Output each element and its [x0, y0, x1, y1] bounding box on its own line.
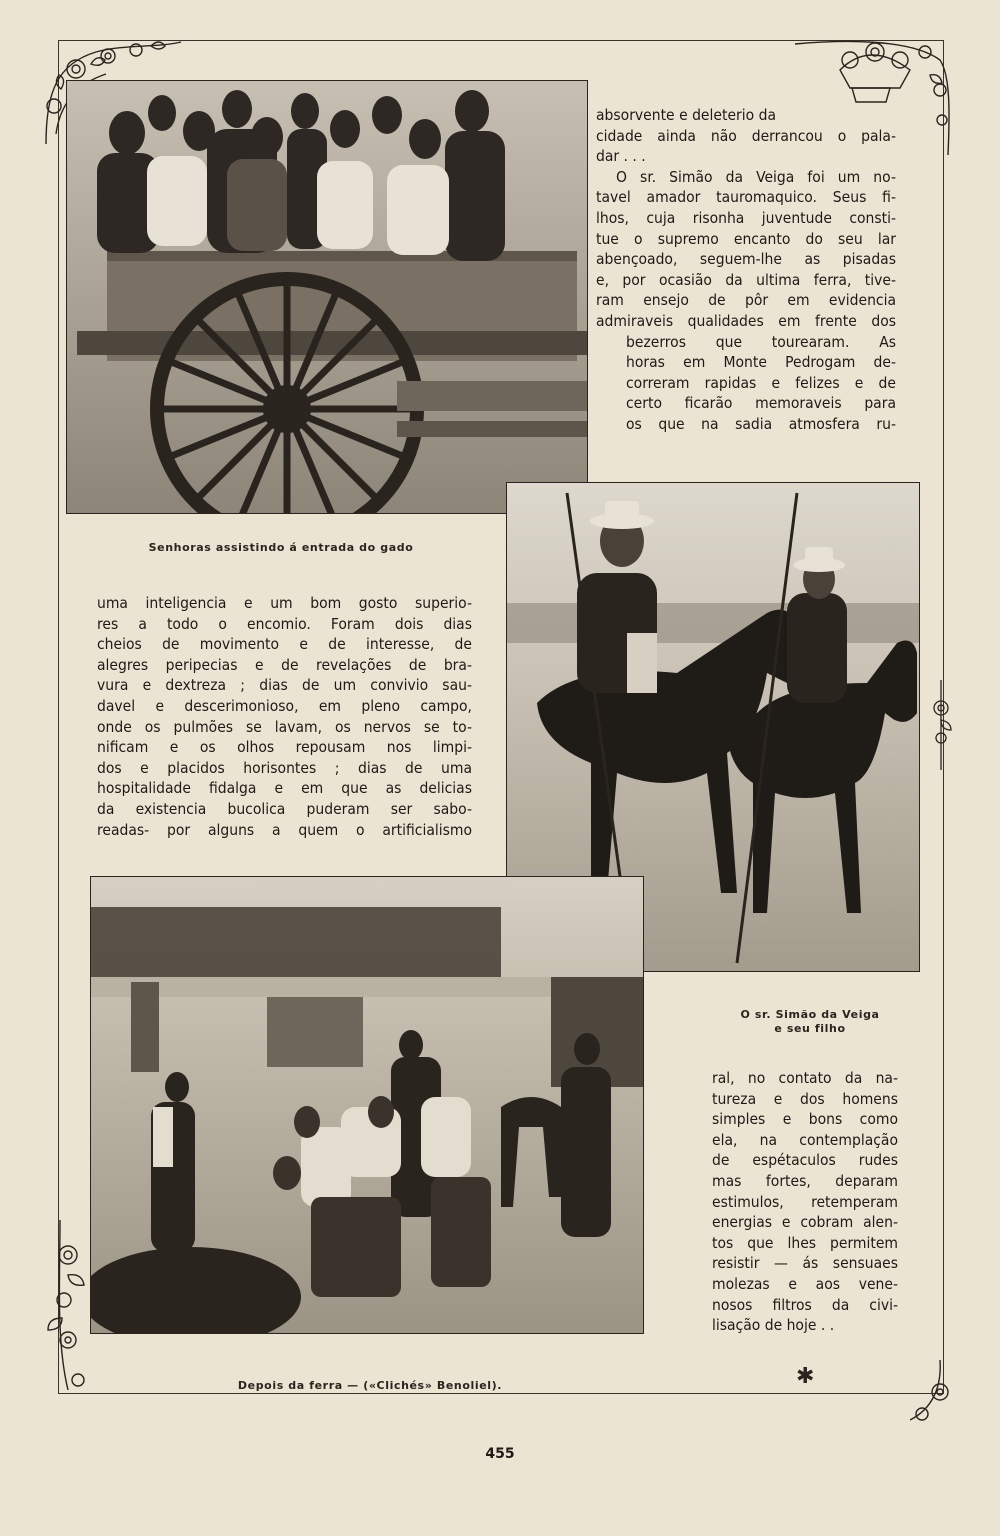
- end-mark-icon: ✱: [796, 1364, 815, 1389]
- text-line: e, por ocasião da ultima ferra, tive-: [596, 270, 896, 289]
- ladies-photo-caption: Senhoras assistindo á entrada do gado: [148, 541, 414, 554]
- text-line: correram rapidas e felizes e de: [626, 373, 896, 392]
- text-block-middle-left: [97, 593, 472, 840]
- floral-corner-bottom-right-icon: [900, 1360, 960, 1430]
- text-line: onde os pulmões se lavam, os nervos se to-: [97, 717, 472, 736]
- text-line: mas fortes, deparam: [712, 1171, 898, 1190]
- text-block-bottom-right: [712, 1068, 898, 1336]
- text-line: dar . . .: [596, 147, 646, 166]
- text-line: os que na sadia atmosfera ru-: [626, 414, 896, 433]
- text-line: nificam e os olhos repousam nos limpi-: [97, 738, 472, 757]
- text-line: tue o supremo encanto do seu lar: [596, 229, 896, 248]
- riders-photo-caption-line1: O sr. Simão da Veiga: [740, 1008, 880, 1021]
- branding-photo-caption: Depois da ferra — («Clichés» Benoliel).: [237, 1379, 503, 1392]
- text-line: readas- por alguns a quem o artificialismo: [97, 820, 472, 839]
- text-line: dos e placidos horisontes ; dias de uma: [97, 758, 472, 777]
- text-line: uma inteligencia e um bom gosto superio-: [97, 594, 472, 612]
- text-line: abençoado, seguem-lhe as pisadas: [596, 250, 896, 269]
- text-line: hospitalidade fidalga e em que as delicias: [97, 779, 472, 798]
- ladies-on-ox-cart-photo: [66, 80, 588, 514]
- text-line: vura e dextreza ; dias de um convivio sau-: [97, 676, 472, 695]
- text-line: tureza e dos homens: [712, 1089, 898, 1108]
- text-line: lisação de hoje . .: [712, 1316, 835, 1335]
- text-line: davel e descerimonioso, em pleno campo,: [97, 696, 472, 715]
- text-line: da existencia bucolica puderam ser sabo-: [97, 799, 472, 818]
- text-line: cheios de movimento e de interesse, de: [97, 635, 472, 654]
- text-line: energias e cobram alen-: [712, 1213, 898, 1232]
- text-line: ram ensejo de pôr em evidencia: [596, 291, 896, 310]
- text-line: horas em Monte Pedrogam de-: [626, 353, 896, 372]
- text-line: molezas e aos vene-: [712, 1274, 898, 1293]
- text-line: nosos filtros da civi-: [712, 1295, 898, 1314]
- text-line: cidade ainda não derrancou o pala-: [596, 126, 896, 145]
- text-block-top-right: [596, 105, 896, 435]
- text-line: simples e bons como: [712, 1110, 898, 1129]
- text-line: tavel amador tauromaquico. Seus fi-: [596, 188, 896, 207]
- text-line: ral, no contato da na-: [712, 1069, 898, 1087]
- text-line: res a todo o encomio. Foram dois dias: [97, 614, 472, 633]
- text-line: lhos, cuja risonha juventude consti-: [596, 208, 896, 227]
- text-line: tos que lhes permitem: [712, 1233, 898, 1252]
- text-line: certo ficarão memoraveis para: [626, 394, 896, 413]
- text-line: admiraveis qualidades em frente dos: [596, 311, 896, 330]
- branding-scene-photo: [90, 876, 644, 1334]
- text-line: bezerros que tourearam. As: [626, 332, 896, 351]
- riders-photo-caption-line2: e seu filho: [774, 1022, 846, 1035]
- text-line: O sr. Simão da Veiga foi um no-: [616, 167, 896, 186]
- page-number: 455: [485, 1446, 515, 1462]
- text-line: absorvente e deleterio da: [596, 106, 776, 124]
- text-line: ela, na contemplação: [712, 1130, 898, 1149]
- floral-side-right-icon: [926, 680, 956, 770]
- text-line: resistir — ás sensuaes: [712, 1254, 898, 1273]
- text-line: alegres peripecias e de revelações de bra-: [97, 655, 472, 674]
- text-line: estimulos, retemperam: [712, 1192, 898, 1211]
- text-line: de espétaculos rudes: [712, 1151, 898, 1170]
